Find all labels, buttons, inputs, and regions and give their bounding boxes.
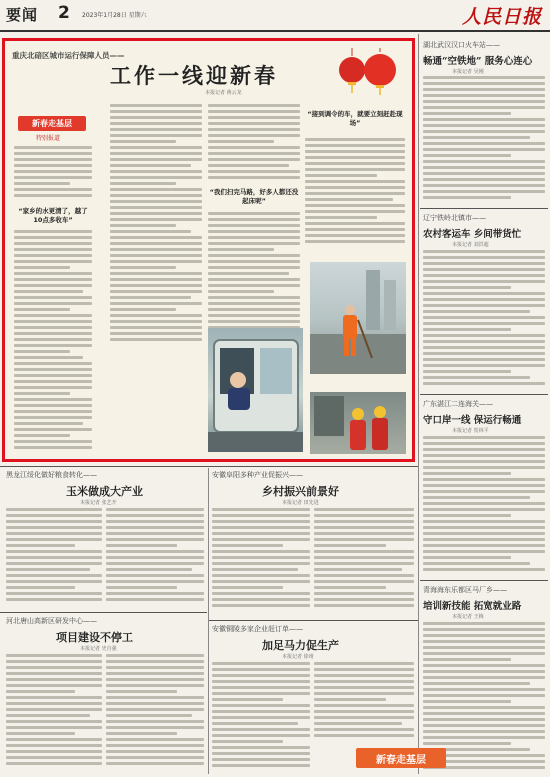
main-body-col1a [14,146,92,198]
main-body-col3a [208,104,300,184]
bus-driver-illustration [208,328,303,452]
lower-article-1-body-b [106,508,204,608]
page-masthead [0,0,550,32]
right-article-1-byline: 本报记者 吴刚 [452,69,484,75]
section-title: 要闻 [6,6,39,24]
right-column-divider [418,34,419,774]
lower-column-divider [208,468,209,774]
right-article-3-body [423,436,545,576]
right-article-4-byline: 本报记者 王梅 [452,614,484,620]
lower-article-1-title[interactable]: 玉米做成大产业 [66,485,143,498]
main-kicker: 重庆北碚区城市运行保障人员—— [12,51,125,60]
right-article-2-kicker: 辽宁铁岭北镇市—— [423,214,486,222]
photo-sanitation-worker [310,262,406,374]
main-subhead-2: “我们扫完马路，好多人都还没起床呢” [209,188,299,205]
main-byline: 本报记者 蒋云龙 [205,90,242,96]
lower-article-3-body-b [314,508,414,616]
repair-workers-illustration [310,392,406,454]
lower-article-3-title[interactable]: 乡村振兴前景好 [262,485,339,498]
lower-article-2-kicker: 河北唐山高新区研发中心—— [6,617,97,625]
right-divider-3 [420,580,548,581]
newspaper-logo: 人民日报 [461,6,542,28]
lower-section-divider [0,466,418,467]
column-badge-sub: 特别报道 [36,135,61,142]
right-article-1-body [423,76,545,204]
lower-article-3-byline: 本报记者 田先进 [282,500,319,506]
main-body-col1b [14,230,92,452]
right-article-3-kicker: 广东湛江二连海关—— [423,400,493,408]
right-article-1-kicker: 湖北武汉汉口火车站—— [423,41,500,49]
lantern-decoration-icon [332,48,402,96]
lower-right-divider [209,620,418,621]
right-article-1-title[interactable]: 畅通“空铁地” 服务心连心 [423,56,533,67]
lower-article-4-title[interactable]: 加足马力促生产 [262,639,339,652]
lower-left-divider [0,612,207,613]
right-article-2-body [423,250,545,390]
lower-article-4-kicker: 安徽铜陵多家企业赶订单—— [212,625,303,633]
right-article-3-title[interactable]: 守口岸一线 保运行畅通 [423,415,522,426]
lower-article-2-body-a [6,654,102,772]
right-article-2-byline: 本报记者 刘洪超 [452,242,489,248]
lower-article-4-body-b [314,662,414,740]
main-body-col2 [110,104,202,342]
lower-article-3-body-a [212,508,310,616]
column-badge: 新春走基层 [18,116,86,131]
sanitation-worker-illustration [310,262,406,374]
main-subhead-3: “接到调令的车，就要立刻赶赴现场” [307,110,403,127]
right-divider-1 [420,208,548,209]
main-headline[interactable]: 工作一线迎新春 [110,63,278,88]
lower-article-2-byline: 本报记者 史自强 [80,646,117,652]
right-article-4-title[interactable]: 培训新技能 拓宽就业路 [423,601,522,612]
lower-article-4-body-a [212,662,310,772]
lower-article-1-kicker: 黑龙江绥化做好粮食转化—— [6,471,97,479]
right-article-2-title[interactable]: 农村客运车 乡间带货忙 [423,229,522,240]
lower-article-1-body-a [6,508,102,608]
main-subhead-1: “家乡的水更清了，越了10点多收车” [18,207,88,224]
lower-article-2-body-b [106,654,204,772]
photo-bus-driver [208,328,303,452]
page-number: 2 [58,3,70,23]
right-divider-2 [420,394,548,395]
lower-article-1-byline: 本报记者 张艺开 [80,500,117,506]
issue-date: 2023年1月28日 星期六 [82,12,147,19]
lower-article-2-title[interactable]: 项目建设不停工 [56,631,133,644]
right-article-4-kicker: 青海海东乐都区马厂乡—— [423,586,507,594]
main-body-col4 [305,138,405,246]
lower-article-4-byline: 本报记者 徐靖 [282,654,314,660]
photo-repair-workers [310,392,406,454]
footer-column-badge: 新春走基层 [356,748,446,768]
right-article-3-byline: 本报记者 贺林平 [452,428,489,434]
lower-article-3-kicker: 安徽阜阳多种产业促振兴—— [212,471,303,479]
